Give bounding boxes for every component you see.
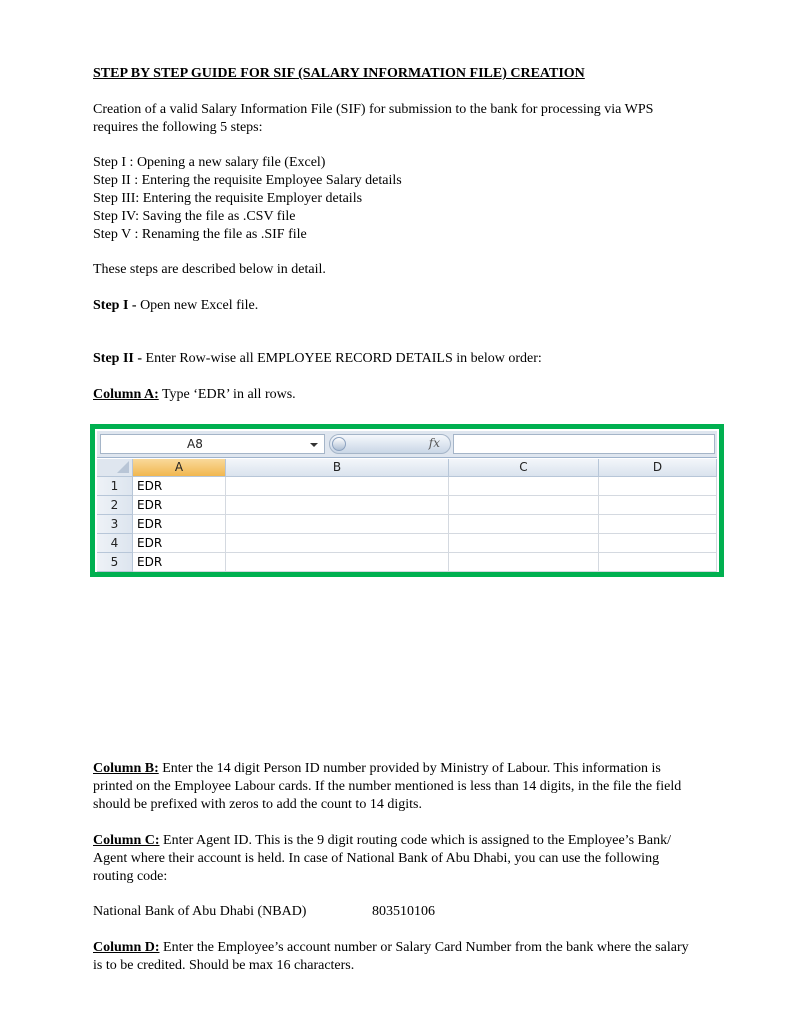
step-list-item: Step I : Opening a new salary file (Excel) (93, 155, 326, 170)
select-all-corner (97, 459, 133, 477)
column-a-text: Type ‘EDR’ in all rows. (158, 387, 296, 402)
cell-b4 (226, 534, 449, 553)
cell-c2 (449, 496, 599, 515)
column-header-d: D (599, 459, 717, 477)
column-header-c: C (449, 459, 599, 477)
row-header: 2 (97, 496, 133, 515)
column-d-label: Column D: (93, 940, 160, 955)
page-title: STEP BY STEP GUIDE FOR SIF (SALARY INFORMATION FILE) CREATION (93, 66, 585, 81)
column-header-a: A (133, 459, 226, 477)
step2-paragraph (93, 350, 542, 368)
intro-line-1: Creation of a valid Salary Information File (SIF) for submission to the bank for processing via WPS (93, 102, 654, 117)
cell-d5 (599, 553, 717, 572)
column-c-paragraph (93, 832, 671, 850)
step-list-item: Step V : Renaming the file as .SIF file (93, 227, 307, 242)
steps-note: These steps are described below in detail. (93, 262, 326, 277)
step2-label: Step II - (93, 351, 143, 366)
cell-a3: EDR (133, 515, 226, 534)
cell-d3 (599, 515, 717, 534)
cell-a4: EDR (133, 534, 226, 553)
name-box (100, 434, 325, 454)
step1-text: Open new Excel file. (136, 298, 259, 313)
column-b-text: should be prefixed with zeros to add the count to 14 digits. (93, 797, 422, 812)
cell-a2: EDR (133, 496, 226, 515)
formula-input (453, 434, 715, 454)
cell-b3 (226, 515, 449, 534)
chevron-down-icon (310, 443, 318, 447)
triangle-icon (117, 461, 129, 473)
cell-c3 (449, 515, 599, 534)
row-header: 1 (97, 477, 133, 496)
row-header: 5 (97, 553, 133, 572)
column-d-text: Enter the Employee’s account number or Salary Card Number from the bank where the salary (159, 940, 689, 955)
column-c-text: Enter Agent ID. This is the 9 digit routing code which is assigned to the Employee’s Bank/ (159, 833, 671, 848)
column-d-paragraph (93, 939, 689, 957)
column-b-label: Column B: (93, 761, 159, 776)
fx-icon: fx (428, 436, 440, 450)
spreadsheet-image (90, 424, 724, 577)
step-list-item: Step III: Entering the requisite Employer details (93, 191, 363, 206)
column-c-text: routing code: (93, 869, 168, 884)
expand-knob-icon (332, 437, 346, 451)
column-c-label: Column C: (93, 833, 160, 848)
name-box-value: A8 (187, 437, 203, 451)
column-c-text: Agent where their account is held. In case of National Bank of Abu Dhabi, you can use the following (93, 851, 660, 866)
column-d-text: is to be credited. Should be max 16 characters. (93, 958, 355, 973)
column-a-paragraph (93, 386, 296, 404)
cell-d1 (599, 477, 717, 496)
cell-b2 (226, 496, 449, 515)
step1-paragraph (93, 297, 258, 315)
routing-code: 803510106 (372, 904, 435, 919)
row-header: 3 (97, 515, 133, 534)
cell-grid (97, 459, 717, 570)
cell-d2 (599, 496, 717, 515)
column-a-label: Column A: (93, 387, 159, 402)
step2-text: Enter Row-wise all EMPLOYEE RECORD DETAILS in below order: (142, 351, 542, 366)
cell-b5 (226, 553, 449, 572)
column-header-b: B (226, 459, 449, 477)
intro-line-2: requires the following 5 steps: (93, 120, 263, 135)
cell-c4 (449, 534, 599, 553)
step-list-item: Step II : Entering the requisite Employee Salary details (93, 173, 402, 188)
step-list-item: Step IV: Saving the file as .CSV file (93, 209, 296, 224)
routing-bank-name: National Bank of Abu Dhabi (NBAD) (93, 904, 307, 919)
column-b-paragraph (93, 760, 661, 778)
row-header: 4 (97, 534, 133, 553)
cell-c1 (449, 477, 599, 496)
column-b-text: Enter the 14 digit Person ID number provided by Ministry of Labour. This information is (158, 761, 661, 776)
cell-c5 (449, 553, 599, 572)
cell-b1 (226, 477, 449, 496)
cell-d4 (599, 534, 717, 553)
cell-a1: EDR (133, 477, 226, 496)
function-button (329, 434, 451, 454)
step1-label: Step I - (93, 298, 137, 313)
cell-a5: EDR (133, 553, 226, 572)
column-b-text: printed on the Employee Labour cards. If the number mentioned is less than 14 digits, in the file the field (93, 779, 682, 794)
formula-bar (97, 431, 717, 458)
